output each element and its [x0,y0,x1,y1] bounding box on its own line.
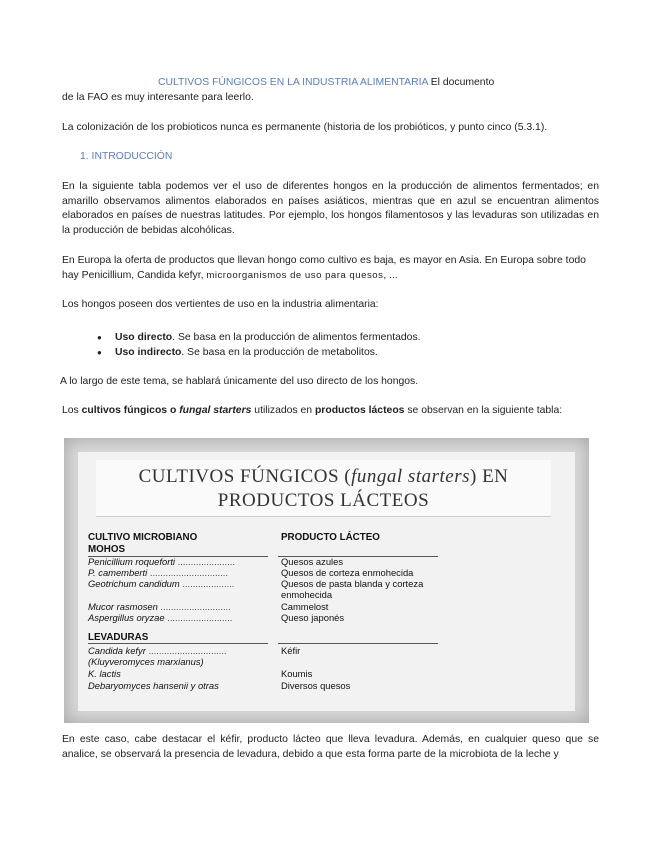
p5-bold-1: cultivos fúngicos o [81,405,180,416]
product-name: Diversos quesos [281,680,351,691]
table-row [88,567,228,578]
bullet-bold: Uso directo [115,332,173,343]
list-item [97,331,421,346]
organism-name: Penicillium roqueforti [88,556,176,567]
figure-title-line2: PRODUCTOS LÁCTEOS [217,490,430,511]
uses-list [97,331,421,360]
rule-levaduras-right [278,643,438,644]
leader-dots: ........................... [157,601,231,612]
document-title [158,77,494,88]
col2-header: PRODUCTO LÁCTEO [281,532,380,543]
paragraph-europe [62,254,599,283]
probiotics-note: La colonización de los probioticos nunca es permanente (historia de los probióticos, y punto cinco (5.3.1). [62,122,548,133]
p5-text-2: utilizados en [251,405,315,416]
section-heading: 1. INTRODUCCIÓN [80,151,173,162]
title-link[interactable]: CULTIVOS FÚNGICOS EN LA INDUSTRIA ALIMENTARIA [158,77,428,88]
paragraph-vertientes: Los hongos poseen dos vertientes de uso en la industria alimentaria: [62,299,379,310]
paragraph-scope: A lo largo de este tema, se hablará únicamente del uso directo de los hongos. [60,376,419,387]
leader-dots: .............................. [145,645,227,656]
paragraph-kefir: En este caso, cabe destacar el kéfir, producto lácteo que lleva levadura. Además, en cualquier queso que se analice, se observará la presencia de levadura, debido a que esta forma parte de la microbiota de la leche y [62,734,599,760]
organism-name: Geotrichum candidum [88,578,180,589]
table-row [88,601,231,612]
leader-dots: ......................... [164,612,233,623]
paragraph-europe-spaced: microorganismos de uso para quesos [206,269,384,281]
organism-name: Mucor rasmosen [88,601,158,612]
table-row [88,578,234,589]
table-row [88,612,232,623]
mohos-label: MOHOS [88,544,126,555]
title-suffix: El documento [427,77,495,88]
product-name: Cammelost [281,601,329,612]
leader-dots: .............................. [147,567,228,578]
leader-dots: .................... [179,578,235,589]
organism-name: K. lactis [88,668,121,679]
product-name: Quesos de corteza enmohecida [281,567,414,578]
p5-text-1: Los [62,405,82,416]
col1-header: CULTIVO MICROBIANO [88,532,198,543]
organism-name: Aspergillus oryzae [88,612,165,623]
organism-name: P. camemberti [88,567,148,578]
p5-text-3: se observan en la siguiente tabla: [404,405,563,416]
p5-bold-italic: fungal starters [179,405,252,416]
bullet-text: . Se basa en la producción de alimentos fermentados. [172,332,421,343]
product-name: Queso japonés [281,612,345,623]
bullet-bold: Uso indirecto [115,346,182,358]
organism-name: Candida kefyr [88,645,146,656]
figure-title-line1 [96,466,551,488]
figure-inner [78,452,575,711]
paragraph-table-intro: En la siguiente tabla podemos ver el uso de diferentes hongos en la producción de alimentos fermentados; en amarillo observamos alimentos elaborados en países asiáticos, mientras que en azul se encuentran alimentos elaborados en países de nuestras latitudes. Por ejemplo, los hongos filamentosos y las levaduras son utilizadas en la producción de bebidas alcohólicas. [62,181,599,236]
table-row [88,645,227,656]
levaduras-label: LEVADURAS [88,632,149,643]
title-l1-a: CULTIVOS FÚNGICOS ( [138,466,352,487]
organism-name: (Kluyveromyces marxianus) [88,656,204,667]
product-name: Quesos azules [281,556,344,567]
title-l1-italic: fungal starters [351,466,470,487]
product-name: Quesos de pasta blanda y corteza [281,578,424,589]
paragraph-europe-text: En Europa la oferta de productos que llevan hongo como cultivo es baja, es mayor en Asia. En Europa sobre todo hay Penicillium, Candida kefyr, [62,255,586,281]
figure-title-box [96,460,551,517]
paragraph-europe-end: , ... [383,269,398,281]
product-name: Kéfir [281,645,301,656]
intro-line: de la FAO es muy interesante para leerlo. [62,92,254,103]
table-row [88,556,235,567]
organism-name: Debaryomyces hansenii y otras [88,680,219,691]
p5-bold-2: productos lácteos [314,405,405,416]
list-item [97,346,421,361]
table-figure [64,438,589,723]
leader-dots: ...................... [175,556,235,567]
product-name: enmohecida [281,589,333,600]
bullet-text: . Se basa en la producción de metabolitos. [181,346,378,358]
rule-levaduras-left [88,643,268,644]
product-name: Koumis [281,668,313,679]
title-l1-b: ) EN [470,466,509,487]
paragraph-fungal-starters [62,404,622,419]
